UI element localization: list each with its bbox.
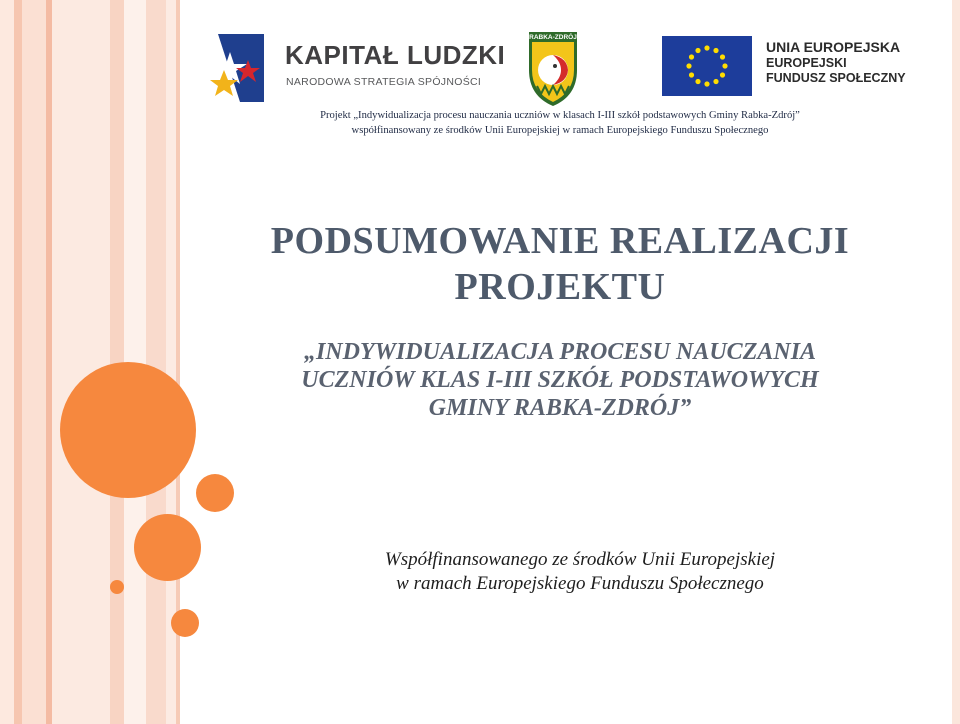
decorative-circle-small: [171, 609, 199, 637]
eu-fund-label-2: FUNDUSZ SPOŁECZNY: [766, 71, 906, 85]
title-line-2: PROJEKTU: [454, 266, 666, 308]
subtitle-line-1: „INDYWIDUALIZACJA PROCESU NAUCZANIA: [303, 339, 817, 365]
subtitle-line-3: GMINY RABKA-ZDRÓJ”: [428, 395, 692, 421]
rabka-zdroj-crest: [527, 30, 579, 108]
project-header: [280, 108, 840, 138]
kapital-ludzki-subtitle: NARODOWA STRATEGIA SPÓJNOŚCI: [286, 76, 482, 88]
stripe: [0, 0, 14, 724]
decorative-circle-small: [196, 474, 234, 512]
footer-line-1: Współfinansowanego ze środków Unii Europejskiej: [384, 549, 776, 570]
funding-note: [290, 548, 870, 596]
right-edge-stripe: [952, 0, 960, 724]
footer-line-2: w ramach Europejskiego Funduszu Społecznego: [396, 573, 764, 594]
eu-fund-label-1: EUROPEJSKI: [766, 56, 847, 70]
kapital-ludzki-logo: [210, 30, 506, 110]
kapital-ludzki-icon: [210, 30, 274, 106]
eu-flag-icon: [662, 36, 752, 96]
slide-subtitle: [240, 338, 880, 422]
crest-label: RABKA-ZDRÓJ: [529, 34, 577, 41]
crest-icon: [527, 30, 579, 108]
decorative-circle-tiny: [110, 580, 124, 594]
slide-title: [230, 218, 890, 310]
stripe: [22, 0, 46, 724]
stripe: [14, 0, 22, 724]
eu-union-label: UNIA EUROPEJSKA: [766, 39, 901, 55]
decorative-circle-large: [60, 362, 196, 498]
stripe: [52, 0, 110, 724]
stripe: [146, 0, 166, 724]
eu-fund-logo: [662, 34, 910, 104]
decorative-circle-medium: [134, 514, 201, 581]
kapital-ludzki-title: KAPITAŁ LUDZKI: [285, 40, 506, 70]
subtitle-line-2: UCZNIÓW KLAS I-III SZKÓŁ PODSTAWOWYCH: [301, 367, 819, 393]
title-line-1: PODSUMOWANIE REALIZACJI: [270, 220, 850, 262]
decorative-stripes: [0, 0, 182, 724]
header-line-1: Projekt „Indywidualizacja procesu nauczania uczniów w klasach I-III szkół podstawowych Gminy Rabka-Zdrój”: [320, 110, 800, 121]
header-line-2: współfinansowany ze środków Unii Europejskiej w ramach Europejskiego Funduszu Społecznego: [351, 125, 769, 136]
